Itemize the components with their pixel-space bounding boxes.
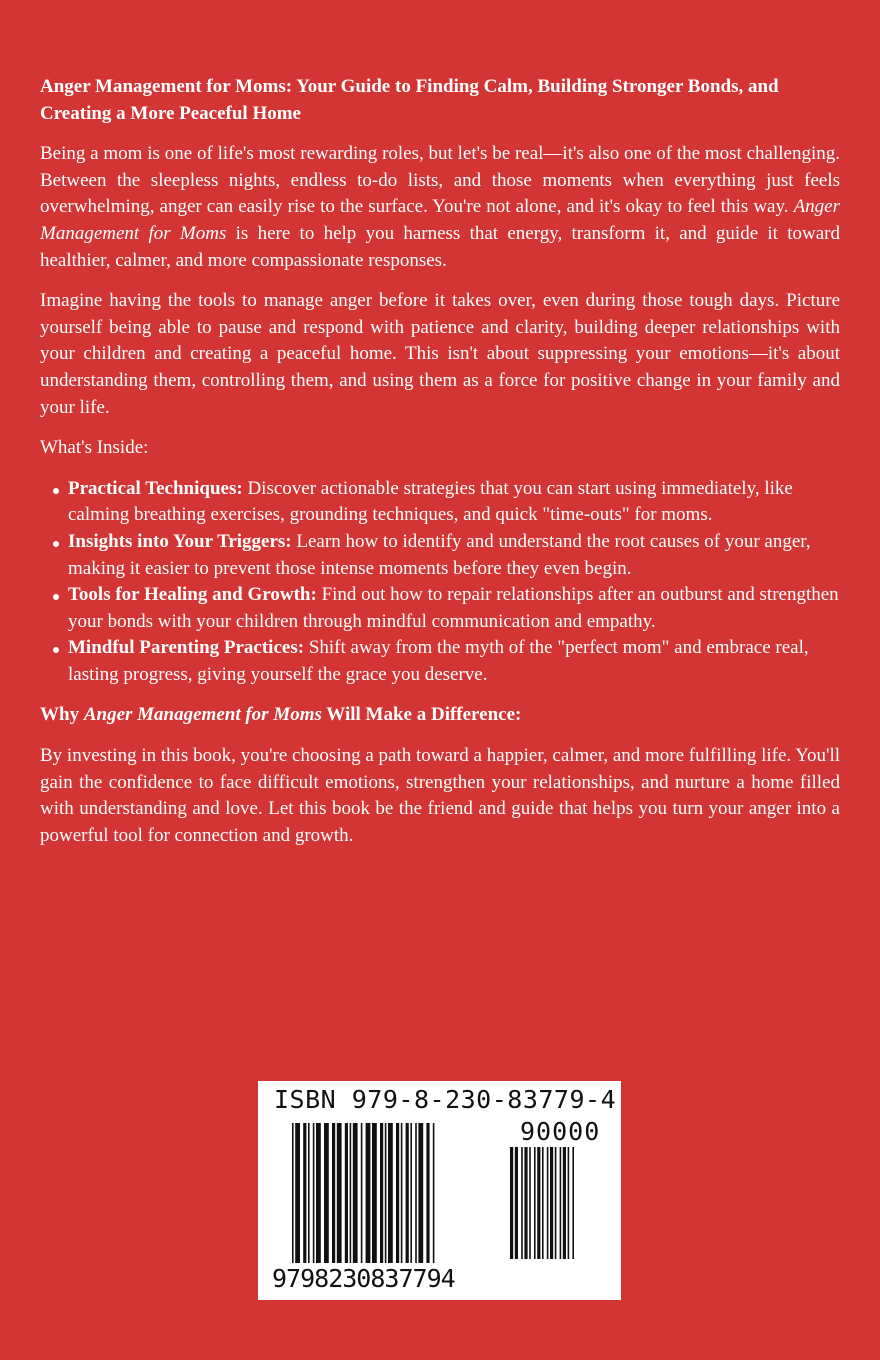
price-code: 90000 <box>520 1117 601 1146</box>
addon-bar <box>563 1147 566 1259</box>
feature-heading: Mindful Parenting Practices: <box>68 637 305 659</box>
barcode-bar <box>337 1123 342 1263</box>
isbn-barcode <box>258 1081 621 1300</box>
barcode-digits: 9798230837794 <box>272 1264 455 1293</box>
addon-bar <box>555 1147 557 1259</box>
barcode-bar <box>303 1123 306 1263</box>
intro-text-end: is here to help you harness that energy, transform it, and guide it toward healthier, calmer, and more compassionate responses. <box>40 222 840 271</box>
feature-heading: Practical Techniques: <box>68 477 243 499</box>
feature-item <box>40 476 840 529</box>
why-heading-end: Will Make a Difference: <box>321 704 522 726</box>
feature-item <box>40 529 840 582</box>
bullet-icon <box>53 488 59 494</box>
bullet-icon <box>53 647 59 653</box>
closing-paragraph: By investing in this book, you're choosing a path toward a happier, calmer, and more fulfilling life. You'll gain the confidence to face difficult emotions, strengthen your relationships, and nurture a home filled with understanding and love. Let this book be the friend and guide that helps you turn your anger into a powerful tool for connection and growth. <box>40 745 841 846</box>
barcode-bar <box>418 1123 423 1263</box>
feature-text: Find out how to repair relationships after an outburst and strengthen your bonds with your children through mindful communication and empathy. <box>68 584 839 632</box>
addon-bar <box>547 1147 549 1259</box>
barcode-bar <box>380 1123 383 1263</box>
barcode-bar <box>433 1123 435 1263</box>
barcode-bar <box>353 1123 358 1263</box>
book-title: Anger Management for Moms: Your Guide to Finding Calm, Building Stronger Bonds, and Creating a More Peaceful Home <box>40 76 779 124</box>
barcode-bar <box>308 1123 310 1263</box>
barcode-bar <box>388 1123 393 1263</box>
barcode-bar <box>385 1123 387 1263</box>
barcode-bar <box>313 1123 315 1263</box>
barcode-bar <box>292 1123 294 1263</box>
intro-paragraph-2: Imagine having the tools to manage anger before it takes over, even during those tough days. Picture yourself being able to pause and respond with patience and clarity, building deeper relationships with your children and creating a peaceful home. This isn't about suppressing your emotions—it's about understanding them, controlling them, and using them as a force for positive change in your family and your life. <box>40 290 840 418</box>
whats-inside-label: What's Inside: <box>40 437 149 459</box>
feature-heading: Tools for Healing and Growth: <box>68 584 317 606</box>
feature-item <box>40 582 840 635</box>
why-heading-book-name: Anger Management for Moms <box>83 704 322 726</box>
intro-paragraph-1 <box>40 141 840 274</box>
barcode-bar <box>396 1123 399 1263</box>
back-cover-text <box>40 74 840 863</box>
feature-text: Learn how to identify and understand the root causes of your anger, making it easier to prevent those intense moments before they even begin. <box>68 530 811 579</box>
barcode-bar <box>372 1123 377 1263</box>
isbn-label: ISBN 979-8-230-83779-4 <box>274 1085 617 1114</box>
feature-text: Shift away from the myth of the "perfect mom" and embrace real, lasting progress, giving yourself the grace you deserve. <box>68 637 809 685</box>
feature-text: Discover actionable strategies that you can start using immediately, like calming breathing exercises, grounding techniques, and quick "time-outs" for moms. <box>68 477 793 526</box>
addon-bar <box>537 1147 540 1259</box>
addon-bar <box>550 1147 553 1259</box>
intro-text-start: Being a mom is one of life's most rewarding roles, but let's be real—it's also one of the most challenging. Between the sleepless nights, endless to-do lists, and those moments when everything just feels overwhelming, anger can easily rise to the surface. You're not alone, and it's okay to feel this way. <box>40 143 840 218</box>
barcode-bar <box>295 1123 300 1263</box>
intro-book-name: Anger Management for Moms <box>40 196 840 244</box>
barcode-bar <box>415 1123 417 1263</box>
barcode-bar <box>332 1123 335 1263</box>
barcode-bar <box>406 1123 409 1263</box>
addon-bar <box>572 1147 574 1259</box>
bullet-icon <box>53 541 59 547</box>
barcode-bar <box>361 1123 363 1263</box>
addon-bar <box>560 1147 562 1259</box>
addon-bar <box>510 1147 513 1259</box>
addon-bar <box>534 1147 536 1259</box>
barcode-bar <box>324 1123 329 1263</box>
addon-bar <box>521 1147 523 1259</box>
barcode-bar <box>410 1123 412 1263</box>
barcode-bar <box>350 1123 352 1263</box>
addon-bar <box>529 1147 531 1259</box>
bullet-icon <box>53 594 59 600</box>
addon-bar <box>542 1147 544 1259</box>
barcode-bar <box>316 1123 321 1263</box>
barcode-bar <box>366 1123 371 1263</box>
addon-bar <box>524 1147 527 1259</box>
barcode-bar <box>345 1123 348 1263</box>
feature-heading: Insights into Your Triggers: <box>68 530 292 552</box>
why-heading-start: Why <box>40 704 84 726</box>
feature-list <box>40 476 840 689</box>
barcode-bar <box>426 1123 429 1263</box>
why-heading <box>40 702 840 729</box>
barcode-bar <box>401 1123 403 1263</box>
feature-item <box>40 635 840 688</box>
addon-bar <box>515 1147 518 1259</box>
addon-bar <box>568 1147 570 1259</box>
